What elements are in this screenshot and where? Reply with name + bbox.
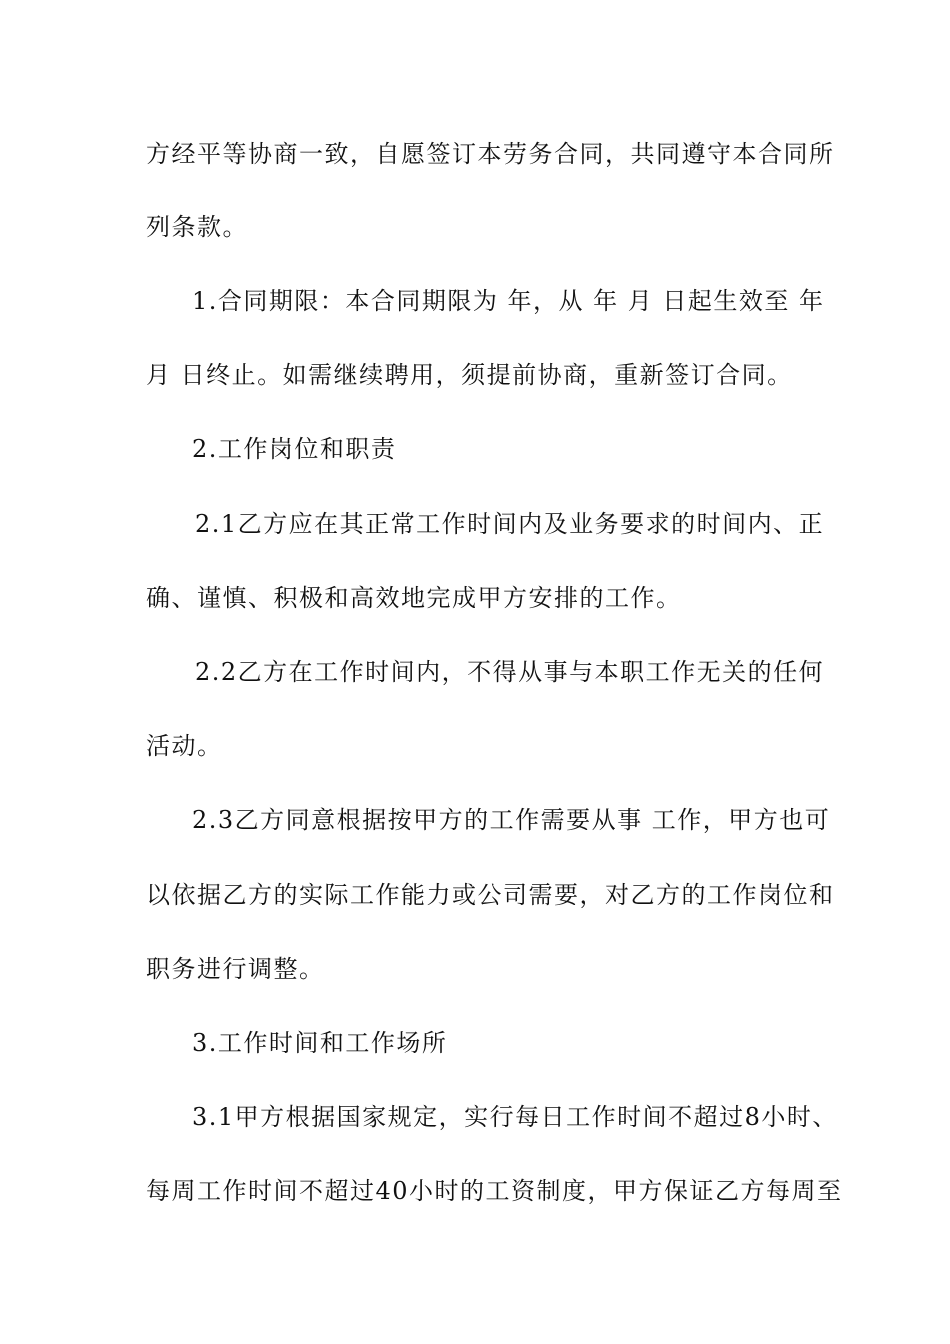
text-line: 2.工作岗位和职责 xyxy=(192,435,397,463)
clause-2-3-line xyxy=(0,800,950,840)
text-line: 2.1乙方应在其正常工作时间内及业务要求的时间内、正 xyxy=(195,510,825,538)
text-line: 3.1甲方根据国家规定，实行每日工作时间不超过8小时、 xyxy=(192,1103,838,1131)
text-line: 以依据乙方的实际工作能力或公司需要，对乙方的工作岗位和 xyxy=(146,881,835,909)
paragraph-line xyxy=(0,726,950,766)
text-line: 3.工作时间和工作场所 xyxy=(192,1029,448,1057)
paragraph-line xyxy=(0,207,950,247)
paragraph-line xyxy=(0,875,950,915)
paragraph-line xyxy=(0,355,950,395)
clause-2-heading xyxy=(0,429,950,469)
text-line: 月 日终止。如需继续聘用，须提前协商，重新签订合同。 xyxy=(146,361,793,389)
paragraph-line xyxy=(0,1171,950,1211)
paragraph-line xyxy=(0,134,950,174)
clause-3-1-line xyxy=(0,1097,950,1137)
text-line: 2.2乙方在工作时间内，不得从事与本职工作无关的任何 xyxy=(195,658,825,686)
paragraph-line xyxy=(0,578,950,618)
text-line: 列条款。 xyxy=(146,213,248,241)
clause-2-2-line xyxy=(0,652,950,692)
clause-2-1-line xyxy=(0,504,950,544)
paragraph-line xyxy=(0,949,950,989)
text-line: 每周工作时间不超过40小时的工资制度，甲方保证乙方每周至 xyxy=(146,1177,843,1205)
text-line: 确、谨慎、积极和高效地完成甲方安排的工作。 xyxy=(146,584,682,612)
text-line: 职务进行调整。 xyxy=(146,955,325,983)
text-line: 2.3乙方同意根据按甲方的工作需要从事 工作，甲方也可 xyxy=(192,806,831,834)
text-line: 活动。 xyxy=(146,732,223,760)
text-line: 方经平等协商一致，自愿签订本劳务合同，共同遵守本合同所 xyxy=(146,140,835,168)
text-line: 1.合同期限：本合同期限为 年，从 年 月 日起生效至 年 xyxy=(192,287,825,315)
clause-3-heading xyxy=(0,1023,950,1063)
clause-1-line xyxy=(0,281,950,321)
